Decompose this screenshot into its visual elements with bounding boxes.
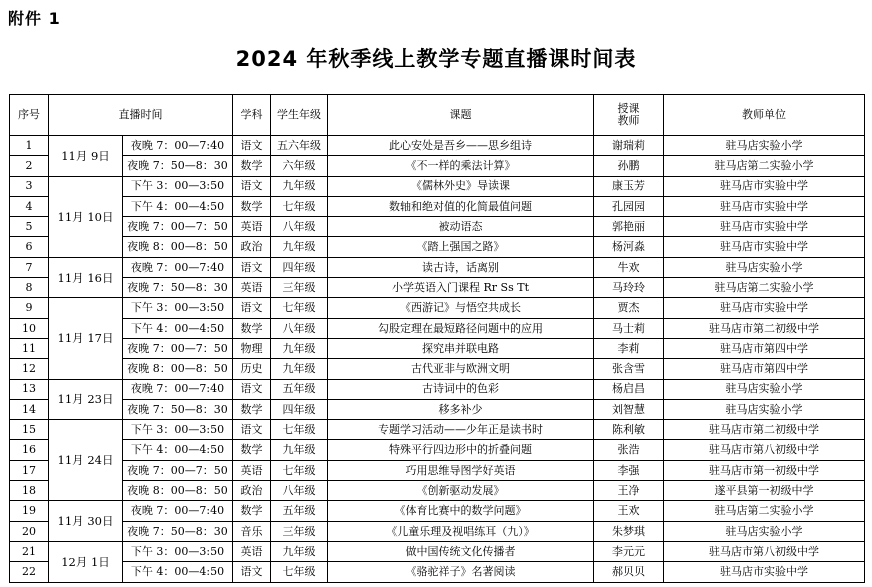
row-course: 《不一样的乘法计算》 [328,156,594,176]
row-course: 做中国传统文化传播者 [328,541,594,561]
row-no: 9 [10,298,49,318]
row-course: 特殊平行四边形中的折叠问题 [328,440,594,460]
row-no: 19 [10,501,49,521]
row-grade: 五年级 [271,501,328,521]
row-unit: 驻马店市第二初级中学 [664,420,865,440]
row-no: 4 [10,196,49,216]
row-teacher: 郭艳丽 [594,217,664,237]
row-time: 夜晚 7：50—8：30 [123,278,233,298]
row-date: 11月 24日 [49,420,123,501]
row-subject: 数学 [233,318,271,338]
row-grade: 三年级 [271,521,328,541]
row-time: 下午 3：00—3:50 [123,420,233,440]
table-row [10,501,865,521]
row-unit: 驻马店实验小学 [664,521,865,541]
row-unit: 驻马店市实验中学 [664,217,865,237]
row-time: 夜晚 8：00—8：50 [123,237,233,257]
row-course: 《儿童乐理及视唱练耳（九）》 [328,521,594,541]
row-subject: 语文 [233,176,271,196]
row-course: 读古诗，话离别 [328,257,594,277]
table-row [10,136,865,156]
row-time: 夜晚 7：00—7：50 [123,338,233,358]
row-teacher: 张含雪 [594,359,664,379]
row-time: 下午 3：00—3:50 [123,176,233,196]
header-teacher [594,95,664,136]
row-subject: 历史 [233,359,271,379]
row-time: 夜晚 7：50—8：30 [123,156,233,176]
row-course: 《骆驼祥子》名著阅读 [328,562,594,582]
table-row [10,176,865,196]
row-unit: 驻马店实验小学 [664,136,865,156]
row-grade: 八年级 [271,217,328,237]
row-no: 8 [10,278,49,298]
row-grade: 六年级 [271,156,328,176]
row-subject: 语文 [233,420,271,440]
page-title: 2024 年秋季线上教学专题直播课时间表 [235,47,637,71]
row-subject: 语文 [233,379,271,399]
row-course: 巧用思维导图学好英语 [328,460,594,480]
table-row [10,481,865,501]
row-teacher: 张浩 [594,440,664,460]
row-teacher: 郝贝贝 [594,562,664,582]
row-teacher: 刘智慧 [594,399,664,419]
row-subject: 政治 [233,481,271,501]
row-grade: 三年级 [271,278,328,298]
row-subject: 数学 [233,440,271,460]
row-grade: 七年级 [271,298,328,318]
row-time: 夜晚 7：00—7：50 [123,460,233,480]
row-time: 下午 4：00—4:50 [123,440,233,460]
table-row [10,460,865,480]
attachment-label: 附件 1 [8,9,61,28]
row-no: 12 [10,359,49,379]
row-unit: 驻马店市实验中学 [664,298,865,318]
row-subject: 英语 [233,541,271,561]
row-course: 古代亚非与欧洲文明 [328,359,594,379]
table-row [10,379,865,399]
row-no: 17 [10,460,49,480]
row-subject: 物理 [233,338,271,358]
row-no: 14 [10,399,49,419]
row-time: 夜晚 8：00—8：50 [123,359,233,379]
row-time: 夜晚 7：00—7:40 [123,501,233,521]
header-teacher-line2: 教师 [617,114,640,127]
row-date: 11月 16日 [49,257,123,298]
row-subject: 政治 [233,237,271,257]
row-date: 11月 30日 [49,501,123,542]
table-row [10,338,865,358]
row-unit: 驻马店市第八初级中学 [664,440,865,460]
row-subject: 数学 [233,156,271,176]
row-unit: 驻马店市第一初级中学 [664,460,865,480]
row-course: 勾股定理在最短路径问题中的应用 [328,318,594,338]
row-date: 12月 1日 [49,541,123,582]
row-no: 15 [10,420,49,440]
row-unit: 驻马店市第四中学 [664,338,865,358]
row-grade: 九年级 [271,541,328,561]
row-grade: 九年级 [271,440,328,460]
row-time: 下午 3：00—3:50 [123,541,233,561]
table-row [10,440,865,460]
row-unit: 驻马店第二实验小学 [664,501,865,521]
row-grade: 五年级 [271,379,328,399]
row-grade: 九年级 [271,237,328,257]
row-course: 移多补少 [328,399,594,419]
table-row [10,278,865,298]
row-course: 探究串并联电路 [328,338,594,358]
row-no: 13 [10,379,49,399]
row-teacher: 李强 [594,460,664,480]
row-grade: 五六年级 [271,136,328,156]
row-subject: 数学 [233,399,271,419]
header-unit: 教师单位 [664,95,865,136]
row-grade: 七年级 [271,562,328,582]
row-no: 10 [10,318,49,338]
row-course: 此心安处是吾乡——思乡组诗 [328,136,594,156]
row-time: 下午 4：00—4:50 [123,318,233,338]
row-grade: 九年级 [271,338,328,358]
row-unit: 驻马店实验小学 [664,257,865,277]
header-course: 课题 [328,95,594,136]
row-no: 2 [10,156,49,176]
row-grade: 八年级 [271,481,328,501]
row-time: 下午 4：00—4:50 [123,562,233,582]
row-time: 夜晚 7：00—7：50 [123,217,233,237]
row-unit: 遂平县第一初级中学 [664,481,865,501]
table-row [10,420,865,440]
row-teacher: 孙鹏 [594,156,664,176]
row-time: 夜晚 7：00—7:40 [123,379,233,399]
row-teacher: 贾杰 [594,298,664,318]
row-unit: 驻马店市实验中学 [664,196,865,216]
row-unit: 驻马店市第二初级中学 [664,318,865,338]
row-teacher: 李莉 [594,338,664,358]
table-row [10,257,865,277]
row-course: 专题学习活动——少年正是读书时 [328,420,594,440]
row-teacher: 谢瑞莉 [594,136,664,156]
schedule-table [9,94,865,583]
row-no: 16 [10,440,49,460]
row-subject: 语文 [233,257,271,277]
header-grade: 学生年级 [271,95,328,136]
row-unit: 驻马店市第八初级中学 [664,541,865,561]
table-row [10,541,865,561]
row-time: 夜晚 7：50—8：30 [123,399,233,419]
row-teacher: 杨河淼 [594,237,664,257]
row-subject: 音乐 [233,521,271,541]
row-time: 夜晚 7：00—7:40 [123,136,233,156]
header-no: 序号 [10,95,49,136]
row-no: 6 [10,237,49,257]
row-teacher: 王净 [594,481,664,501]
row-subject: 数学 [233,196,271,216]
row-teacher: 孔园园 [594,196,664,216]
table-row [10,359,865,379]
table-row [10,399,865,419]
row-course: 《创新驱动发展》 [328,481,594,501]
row-unit: 驻马店第二实验小学 [664,156,865,176]
row-date: 11月 10日 [49,176,123,257]
header-broadcast-time: 直播时间 [49,95,233,136]
row-course: 被动语态 [328,217,594,237]
row-subject: 数学 [233,501,271,521]
row-no: 18 [10,481,49,501]
row-unit: 驻马店市实验中学 [664,176,865,196]
row-course: 《体育比赛中的数学问题》 [328,501,594,521]
row-grade: 七年级 [271,196,328,216]
row-time: 夜晚 7：50—8：30 [123,521,233,541]
row-teacher: 杨启昌 [594,379,664,399]
row-time: 夜晚 7：00—7:40 [123,257,233,277]
row-time: 下午 3：00—3:50 [123,298,233,318]
row-no: 7 [10,257,49,277]
row-no: 22 [10,562,49,582]
row-date: 11月 23日 [49,379,123,420]
row-subject: 语文 [233,562,271,582]
table-row [10,298,865,318]
row-course: 数轴和绝对值的化简最值问题 [328,196,594,216]
row-course: 《西游记》与悟空共成长 [328,298,594,318]
row-subject: 英语 [233,217,271,237]
row-teacher: 朱梦琪 [594,521,664,541]
row-grade: 九年级 [271,359,328,379]
row-no: 5 [10,217,49,237]
row-no: 3 [10,176,49,196]
row-unit: 驻马店第二实验小学 [664,278,865,298]
table-row [10,156,865,176]
row-teacher: 马士莉 [594,318,664,338]
row-grade: 四年级 [271,399,328,419]
row-date: 11月 17日 [49,298,123,379]
row-teacher: 陈利敏 [594,420,664,440]
row-teacher: 康玉芳 [594,176,664,196]
row-unit: 驻马店市第四中学 [664,359,865,379]
table-row [10,237,865,257]
header-subject: 学科 [233,95,271,136]
row-unit: 驻马店实验小学 [664,399,865,419]
row-grade: 四年级 [271,257,328,277]
row-no: 1 [10,136,49,156]
row-course: 古诗词中的色彩 [328,379,594,399]
row-subject: 英语 [233,460,271,480]
table-row [10,562,865,582]
row-grade: 七年级 [271,420,328,440]
row-grade: 七年级 [271,460,328,480]
row-grade: 九年级 [271,176,328,196]
row-subject: 英语 [233,278,271,298]
row-no: 21 [10,541,49,561]
row-subject: 语文 [233,298,271,318]
table-row [10,196,865,216]
table-row [10,217,865,237]
header-teacher-line1: 授课 [617,102,640,116]
row-teacher: 王欢 [594,501,664,521]
row-unit: 驻马店实验小学 [664,379,865,399]
row-time: 夜晚 8：00—8：50 [123,481,233,501]
row-time: 下午 4：00—4:50 [123,196,233,216]
row-unit: 驻马店市实验中学 [664,237,865,257]
row-course: 《儒林外史》导读课 [328,176,594,196]
row-date: 11月 9日 [49,136,123,177]
row-grade: 八年级 [271,318,328,338]
table-row [10,521,865,541]
table-row [10,318,865,338]
row-no: 11 [10,338,49,358]
row-no: 20 [10,521,49,541]
table-header-row [10,95,865,136]
row-teacher: 李元元 [594,541,664,561]
row-teacher: 牛欢 [594,257,664,277]
row-teacher: 马玲玲 [594,278,664,298]
row-unit: 驻马店市实验中学 [664,562,865,582]
row-subject: 语文 [233,136,271,156]
row-course: 小学英语入门课程 Rr Ss Tt [328,278,594,298]
row-course: 《踏上强国之路》 [328,237,594,257]
